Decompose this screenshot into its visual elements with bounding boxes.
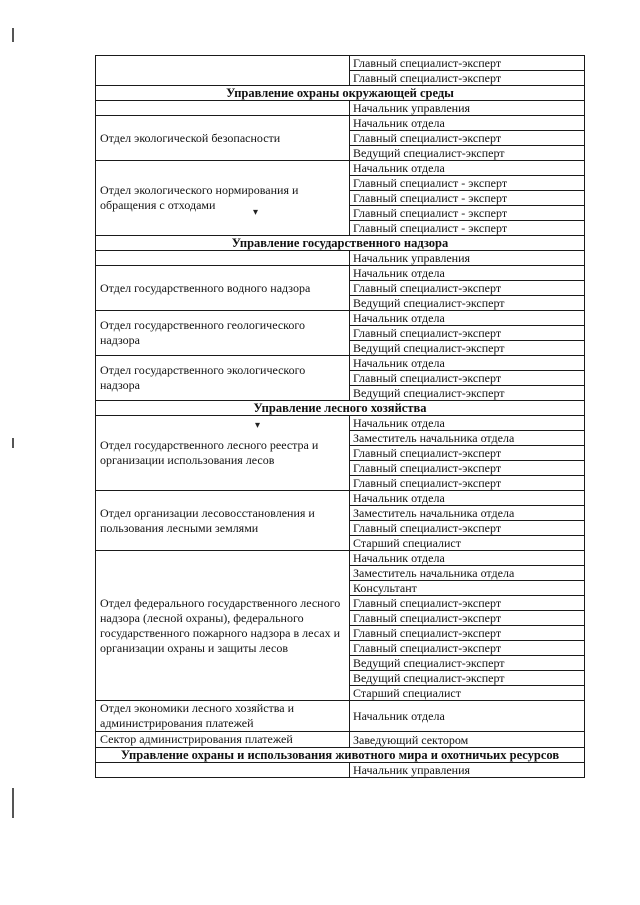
position-cell: Главный специалист - эксперт (350, 176, 585, 191)
position-cell: Главный специалист - эксперт (350, 206, 585, 221)
position-cell: Главный специалист-эксперт (350, 131, 585, 146)
position-cell: Начальник отдела (350, 701, 585, 732)
table-row (96, 101, 585, 116)
dept-forest-economics: Отдел экономики лесного хозяйства и администрирования платежей (96, 701, 350, 732)
scan-speck: ▾ (253, 207, 259, 218)
position-cell: Главный специалист - эксперт (350, 191, 585, 206)
table-row (96, 732, 585, 748)
position-cell: Ведущий специалист-эксперт (350, 341, 585, 356)
table-row (96, 56, 585, 71)
table-row (96, 701, 585, 732)
section-state-supervision: Управление государственного надзора (96, 236, 585, 251)
dept-cell-empty (96, 101, 350, 116)
position-cell: Главный специалист - эксперт (350, 221, 585, 236)
staff-table (95, 55, 585, 778)
position-cell: Главный специалист-эксперт (350, 611, 585, 626)
table-row (96, 491, 585, 506)
table-row (96, 763, 585, 778)
table-row (96, 311, 585, 326)
table-row (96, 251, 585, 266)
dept-reforestation: Отдел организации лесовосстановления и пользования лесными землями (96, 491, 350, 551)
position-cell: Заведующий сектором (350, 732, 585, 748)
position-cell: Главный специалист-эксперт (350, 71, 585, 86)
position-cell: Главный специалист-эксперт (350, 521, 585, 536)
position-cell: Начальник отдела (350, 311, 585, 326)
dept-eco-regulation: Отдел экологического нормирования и обращения с отходами (96, 161, 350, 236)
position-cell: Старший специалист (350, 686, 585, 701)
margin-mark (12, 438, 14, 448)
position-cell: Начальник отдела (350, 116, 585, 131)
position-cell: Главный специалист-эксперт (350, 326, 585, 341)
section-wildlife: Управление охраны и использования животного мира и охотничьих ресурсов (96, 748, 585, 763)
position-cell: Главный специалист-эксперт (350, 641, 585, 656)
position-cell: Начальник управления (350, 251, 585, 266)
position-cell: Начальник отдела (350, 551, 585, 566)
table-row (96, 266, 585, 281)
position-cell: Главный специалист-эксперт (350, 446, 585, 461)
section-header-row (96, 748, 585, 763)
dept-forest-registry: Отдел государственного лесного реестра и организации использования лесов (96, 416, 350, 491)
position-cell: Главный специалист-эксперт (350, 281, 585, 296)
position-cell: Консультант (350, 581, 585, 596)
margin-mark (12, 28, 14, 42)
position-cell: Ведущий специалист-эксперт (350, 656, 585, 671)
table-row (96, 161, 585, 176)
position-cell: Заместитель начальника отдела (350, 506, 585, 521)
position-cell: Начальник отдела (350, 491, 585, 506)
table-row (96, 416, 585, 431)
position-cell: Начальник управления (350, 101, 585, 116)
dept-ecological-safety: Отдел экологической безопасности (96, 116, 350, 161)
position-cell: Начальник отдела (350, 356, 585, 371)
position-cell: Начальник управления (350, 763, 585, 778)
position-cell: Главный специалист-эксперт (350, 371, 585, 386)
section-header-row (96, 401, 585, 416)
scan-speck: ▾ (255, 420, 261, 431)
position-cell: Старший специалист (350, 536, 585, 551)
margin-mark (12, 788, 14, 818)
section-header-row (96, 86, 585, 101)
position-cell: Заместитель начальника отдела (350, 566, 585, 581)
position-cell: Главный специалист-эксперт (350, 626, 585, 641)
dept-cell-empty (96, 56, 350, 86)
position-cell: Ведущий специалист-эксперт (350, 671, 585, 686)
section-environment: Управление охраны окружающей среды (96, 86, 585, 101)
position-cell: Главный специалист-эксперт (350, 461, 585, 476)
position-cell: Заместитель начальника отдела (350, 431, 585, 446)
dept-geological-supervision: Отдел государственного геологического надзора (96, 311, 350, 356)
position-cell: Главный специалист-эксперт (350, 476, 585, 491)
section-forestry: Управление лесного хозяйства (96, 401, 585, 416)
table-row (96, 356, 585, 371)
position-cell: Начальник отдела (350, 416, 585, 431)
dept-ecological-supervision: Отдел государственного экологического надзора (96, 356, 350, 401)
dept-payments-sector: Сектор администрирования платежей (96, 732, 350, 748)
position-cell: Ведущий специалист-эксперт (350, 296, 585, 311)
position-cell: Начальник отдела (350, 161, 585, 176)
dept-cell-empty (96, 251, 350, 266)
position-cell: Начальник отдела (350, 266, 585, 281)
dept-forest-protection: Отдел федерального государственного лесного надзора (лесной охраны), федерального государственного пожарного надзора в лесах и организации охраны и защиты лесов (96, 551, 350, 701)
position-cell: Ведущий специалист-эксперт (350, 146, 585, 161)
dept-cell-empty (96, 763, 350, 778)
section-header-row (96, 236, 585, 251)
table-row (96, 551, 585, 566)
dept-water-supervision: Отдел государственного водного надзора (96, 266, 350, 311)
position-cell: Главный специалист-эксперт (350, 56, 585, 71)
position-cell: Ведущий специалист-эксперт (350, 386, 585, 401)
table-row (96, 116, 585, 131)
position-cell: Главный специалист-эксперт (350, 596, 585, 611)
